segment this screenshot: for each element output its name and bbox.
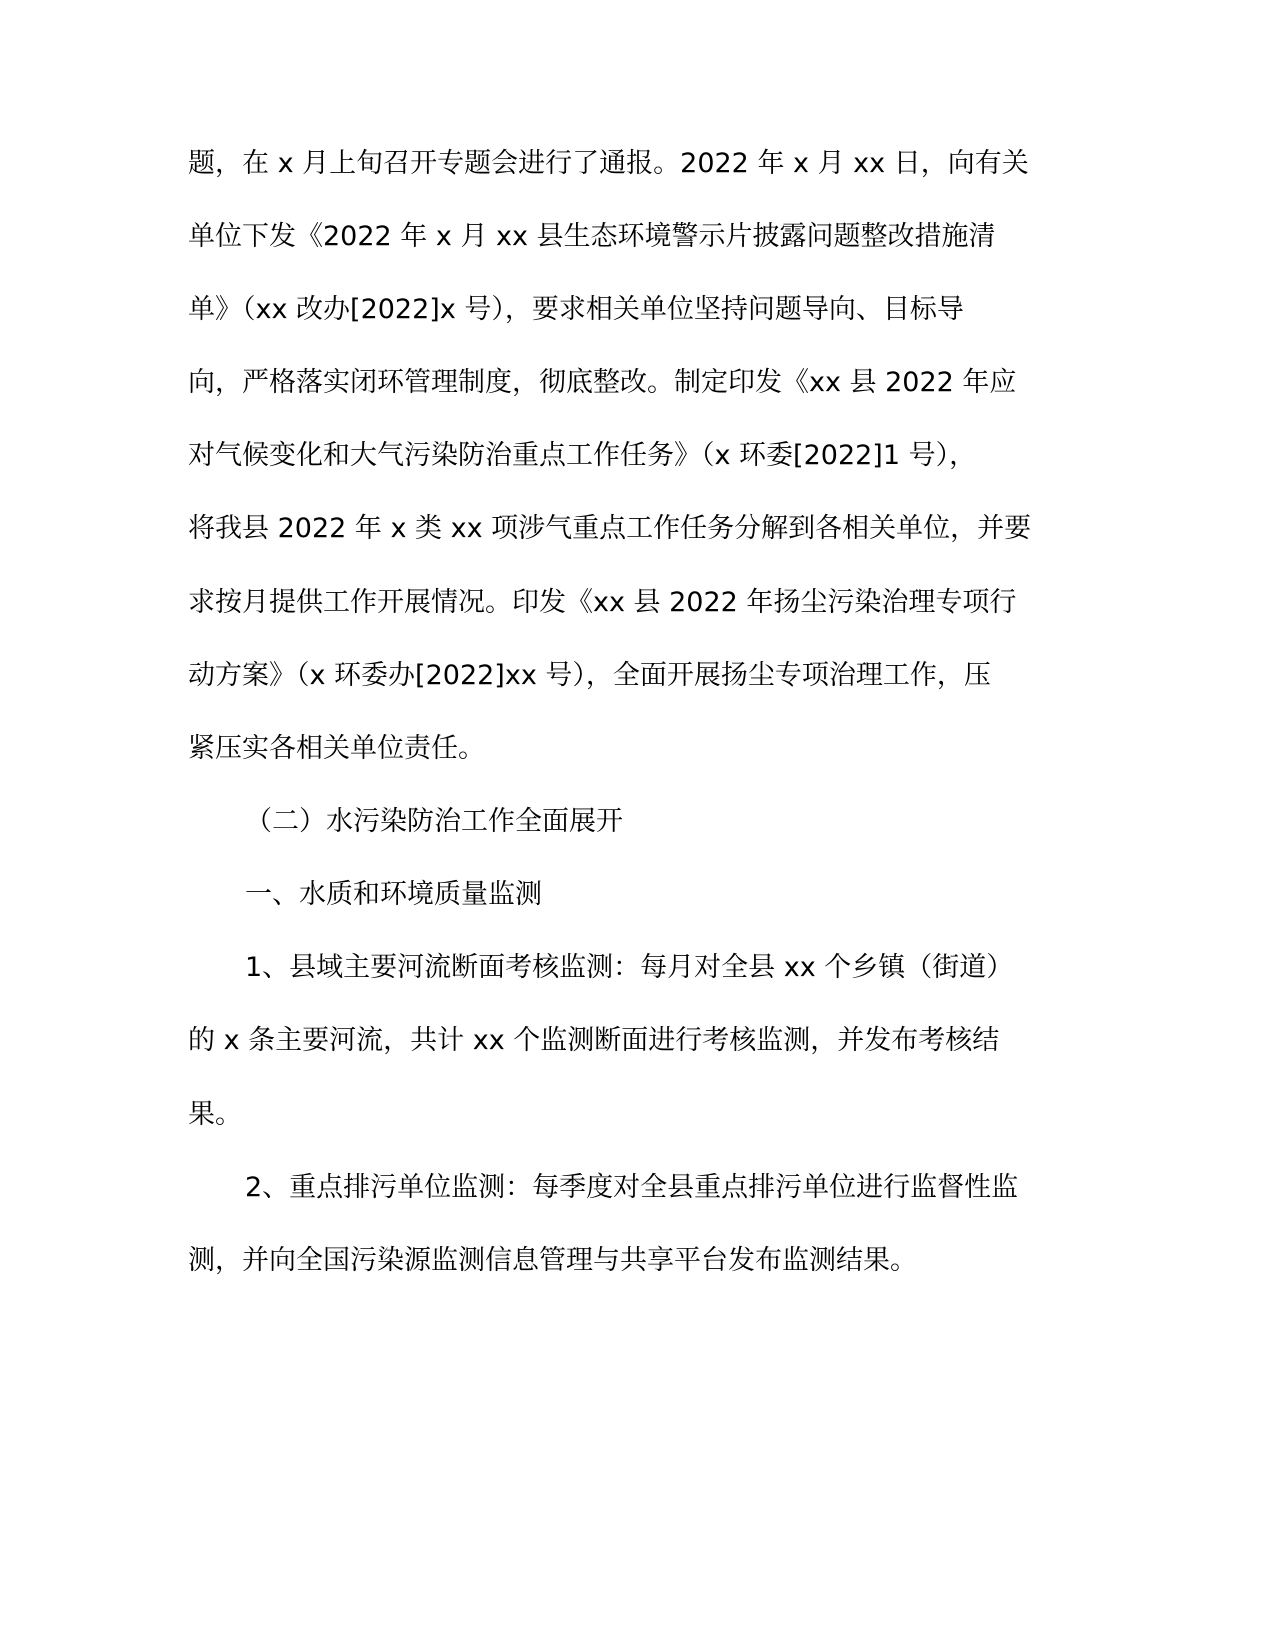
paragraph-line: 1、县域主要河流断面考核监测：每月对全县 xx 个乡镇（街道）: [245, 952, 1014, 983]
paragraph-line: 测，并向全国污染源监测信息管理与共享平台发布监测结果。: [188, 1245, 917, 1276]
section-heading: （二）水污染防治工作全面展开: [245, 806, 623, 837]
paragraph-line: 动方案》（x 环委办[2022]xx 号），全面开展扬尘专项治理工作，压: [188, 660, 991, 691]
paragraph-line: 2、重点排污单位监测：每季度对全县重点排污单位进行监督性监: [245, 1172, 1019, 1203]
paragraph-line: 单位下发《2022 年 x 月 xx 县生态环境警示片披露问题整改措施清: [188, 221, 996, 252]
paragraph-line: 求按月提供工作开展情况。印发《xx 县 2022 年扬尘污染治理专项行: [188, 587, 1017, 618]
paragraph-line: 的 x 条主要河流，共计 xx 个监测断面进行考核监测，并发布考核结: [188, 1025, 1000, 1056]
paragraph-line: 向，严格落实闭环管理制度，彻底整改。制定印发《xx 县 2022 年应: [188, 367, 1017, 398]
paragraph-line: 单》（xx 改办[2022]x 号），要求相关单位坚持问题导向、目标导: [188, 294, 964, 325]
paragraph-line: 果。: [188, 1099, 242, 1130]
subsection-heading: 一、水质和环境质量监测: [245, 879, 542, 910]
paragraph-line: 紧压实各相关单位责任。: [188, 733, 485, 764]
paragraph-line: 题，在 x 月上旬召开专题会进行了通报。2022 年 x 月 xx 日，向有关: [188, 148, 1029, 179]
paragraph-line: 对气候变化和大气污染防治重点工作任务》（x 环委[2022]1 号），: [188, 440, 977, 471]
paragraph-line: 将我县 2022 年 x 类 xx 项涉气重点工作任务分解到各相关单位，并要: [188, 513, 1032, 544]
